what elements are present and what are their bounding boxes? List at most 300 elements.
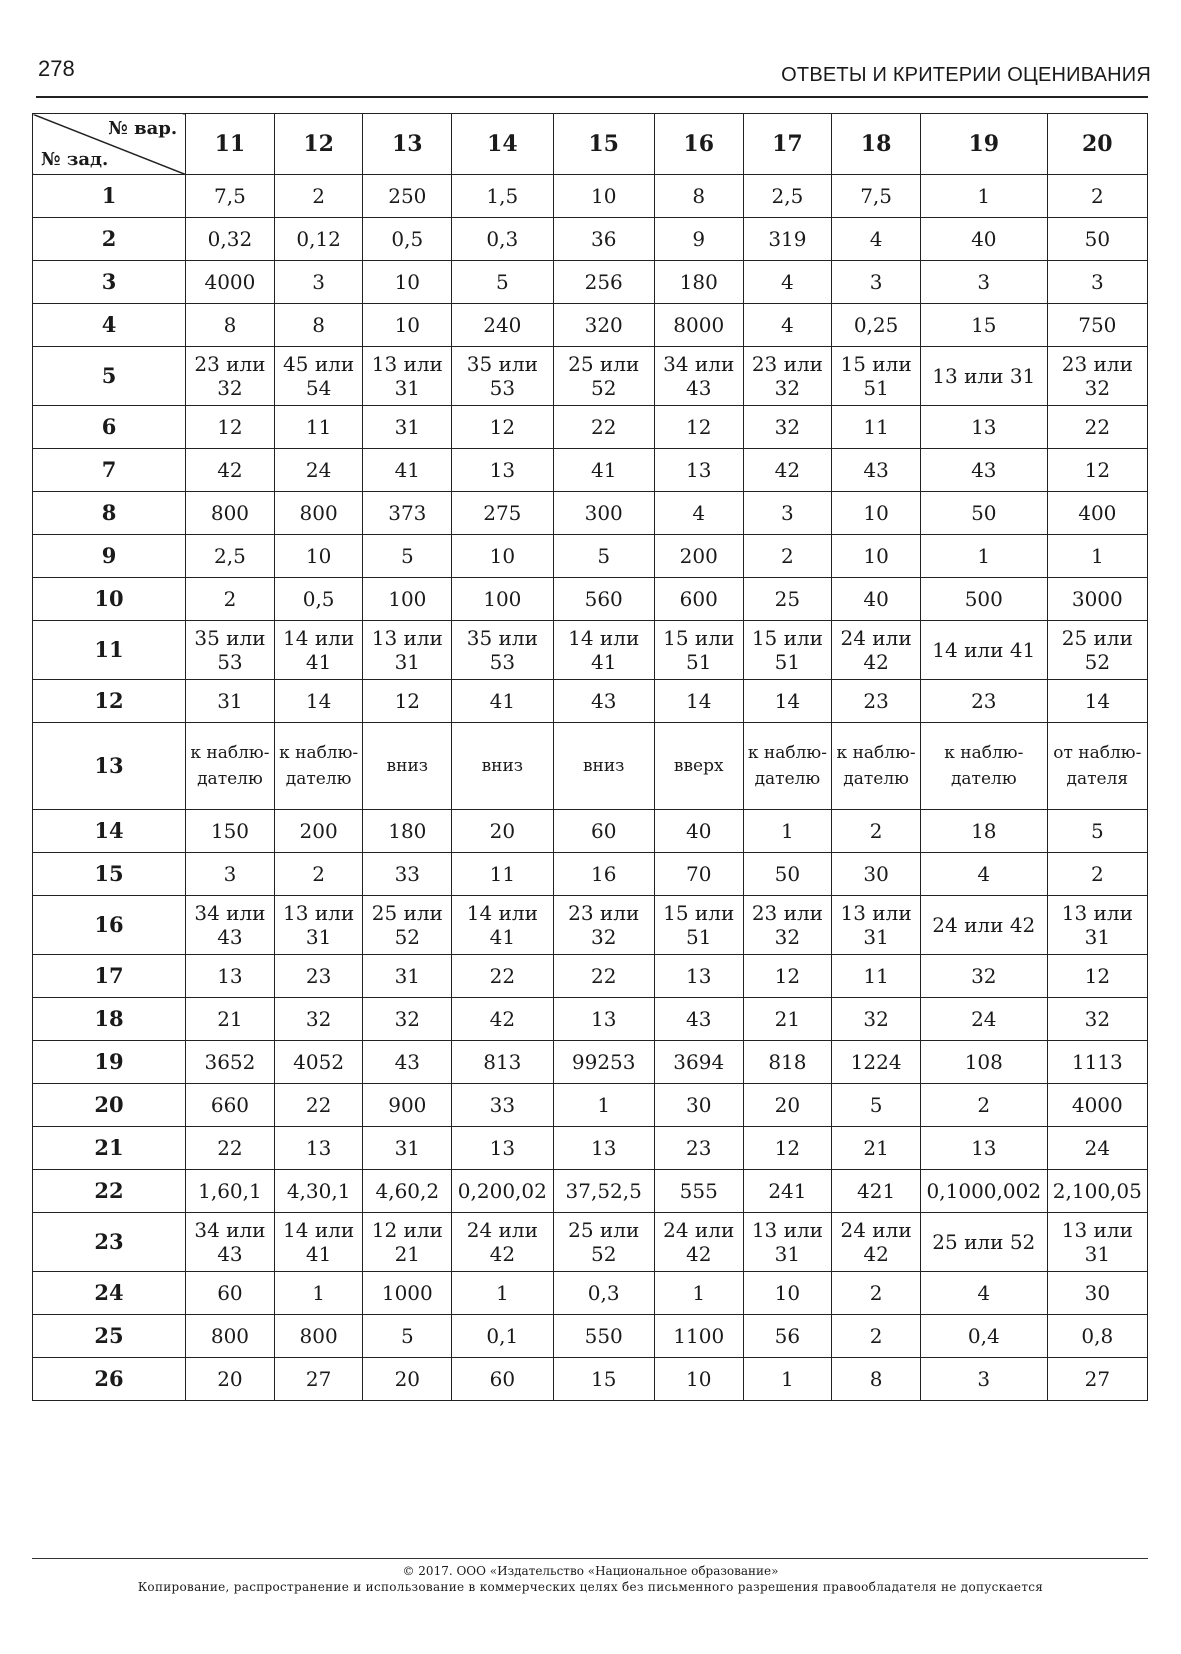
answer-cell: 13 или 31 — [363, 621, 452, 680]
answer-cell: 40 — [832, 578, 921, 621]
answer-cell: 2,5 — [743, 175, 832, 218]
answer-cell: 23 — [654, 1127, 743, 1170]
answer-cell: 24 — [920, 998, 1047, 1041]
answer-cell: 24 или 42 — [920, 896, 1047, 955]
task-number: 4 — [33, 304, 186, 347]
answer-cell: 2,100,05 — [1047, 1170, 1147, 1213]
answer-cell: вниз — [363, 723, 452, 810]
answer-cell: 24 — [1047, 1127, 1147, 1170]
answer-cell: 500 — [920, 578, 1047, 621]
table-row — [33, 955, 1148, 998]
corner-cell — [33, 114, 186, 175]
answer-cell: 0,4 — [920, 1315, 1047, 1358]
answer-cell: 32 — [743, 406, 832, 449]
task-number: 2 — [33, 218, 186, 261]
answer-cell: 43 — [920, 449, 1047, 492]
task-number: 13 — [33, 723, 186, 810]
task-number: 24 — [33, 1272, 186, 1315]
answer-cell: 15 или 51 — [743, 621, 832, 680]
answer-cell: 22 — [186, 1127, 275, 1170]
task-number: 21 — [33, 1127, 186, 1170]
answer-cell: 15 — [553, 1358, 654, 1401]
answer-cell: 0,200,02 — [452, 1170, 553, 1213]
copy-notice: Копирование, распространение и использование в коммерческих целях без письменного разрешения правообладателя не допускается — [137, 1580, 1044, 1594]
answer-cell: 0,1 — [452, 1315, 553, 1358]
answer-cell: 560 — [553, 578, 654, 621]
answer-cell: 23 — [832, 680, 921, 723]
answer-cell: 13 — [920, 406, 1047, 449]
answer-cell: 42 — [186, 449, 275, 492]
answer-cell: 32 — [1047, 998, 1147, 1041]
answer-cell: 4000 — [186, 261, 275, 304]
task-number: 10 — [33, 578, 186, 621]
answer-cell: 32 — [920, 955, 1047, 998]
answer-cell: 1100 — [654, 1315, 743, 1358]
answer-cell: 14 или 41 — [553, 621, 654, 680]
answer-cell: 241 — [743, 1170, 832, 1213]
answer-cell: вниз — [553, 723, 654, 810]
answer-cell: 12 — [363, 680, 452, 723]
answer-cell: 3000 — [1047, 578, 1147, 621]
answer-cell: 813 — [452, 1041, 553, 1084]
answer-cell: 13 или 31 — [1047, 896, 1147, 955]
table-row — [33, 304, 1148, 347]
answer-cell: 23 или 32 — [743, 347, 832, 406]
answer-cell: 31 — [186, 680, 275, 723]
answer-cell: 4000 — [1047, 1084, 1147, 1127]
answer-cell: 13 или 31 — [743, 1213, 832, 1272]
answer-cell: 180 — [363, 810, 452, 853]
table-row — [33, 1041, 1148, 1084]
answer-cell: 24 — [274, 449, 363, 492]
task-number: 1 — [33, 175, 186, 218]
answer-cell: 45 или 54 — [274, 347, 363, 406]
answer-cell: 13 или 31 — [1047, 1213, 1147, 1272]
answer-cell: 32 — [832, 998, 921, 1041]
answer-cell: 23 или 32 — [743, 896, 832, 955]
answer-cell: 13 — [452, 1127, 553, 1170]
answer-cell: 8 — [832, 1358, 921, 1401]
answer-cell: 7,5 — [186, 175, 275, 218]
task-number: 22 — [33, 1170, 186, 1213]
task-number: 20 — [33, 1084, 186, 1127]
variant-header: 18 — [832, 114, 921, 175]
answer-cell: 15 или 51 — [654, 896, 743, 955]
answer-cell: 240 — [452, 304, 553, 347]
answer-cell: 2 — [274, 175, 363, 218]
answer-cell: 373 — [363, 492, 452, 535]
answer-cell: 600 — [654, 578, 743, 621]
answer-cell: 0,32 — [186, 218, 275, 261]
answer-cell: 5 — [363, 1315, 452, 1358]
answer-cell: 25 или 52 — [553, 1213, 654, 1272]
answer-cell: 8 — [186, 304, 275, 347]
answer-cell: 5 — [832, 1084, 921, 1127]
answer-cell: 27 — [274, 1358, 363, 1401]
answer-cell: 13 или 31 — [832, 896, 921, 955]
answer-cell: к наблю-дателю — [274, 723, 363, 810]
answer-cell: 660 — [186, 1084, 275, 1127]
table-row — [33, 492, 1148, 535]
answer-cell: 3 — [920, 261, 1047, 304]
answer-cell: 4 — [743, 304, 832, 347]
answer-cell: 8000 — [654, 304, 743, 347]
answer-cell: 31 — [363, 406, 452, 449]
answer-cell: 10 — [654, 1358, 743, 1401]
answer-cell: 25 или 52 — [1047, 621, 1147, 680]
answer-cell: 70 — [654, 853, 743, 896]
answer-cell: 43 — [363, 1041, 452, 1084]
answer-cell: 24 или 42 — [832, 621, 921, 680]
answer-cell: 60 — [186, 1272, 275, 1315]
answer-cell: 12 или 21 — [363, 1213, 452, 1272]
answer-cell: 33 — [452, 1084, 553, 1127]
answer-cell: 11 — [832, 955, 921, 998]
answer-cell: 10 — [743, 1272, 832, 1315]
table-row — [33, 406, 1148, 449]
answer-cell: 1 — [654, 1272, 743, 1315]
answer-cell: 14 или 41 — [274, 1213, 363, 1272]
answer-cell: 37,52,5 — [553, 1170, 654, 1213]
answer-cell: 56 — [743, 1315, 832, 1358]
table-row — [33, 723, 1148, 810]
answer-cell: 16 — [553, 853, 654, 896]
answer-cell: 12 — [1047, 955, 1147, 998]
answer-cell: 1 — [743, 810, 832, 853]
answer-cell: 1113 — [1047, 1041, 1147, 1084]
header-divider — [36, 96, 1148, 98]
table-row — [33, 175, 1148, 218]
answer-cell: 14 или 41 — [920, 621, 1047, 680]
answer-cell: 12 — [743, 1127, 832, 1170]
answer-cell: 4 — [743, 261, 832, 304]
answer-cell: 40 — [920, 218, 1047, 261]
answer-cell: 15 или 51 — [832, 347, 921, 406]
task-number: 16 — [33, 896, 186, 955]
answer-cell: 800 — [274, 492, 363, 535]
answer-cell: 22 — [553, 955, 654, 998]
answer-cell: 4 — [832, 218, 921, 261]
task-axis-label: № зад. — [41, 149, 109, 170]
task-number: 8 — [33, 492, 186, 535]
answer-cell: 41 — [553, 449, 654, 492]
answer-cell: 10 — [363, 261, 452, 304]
answer-cell: 421 — [832, 1170, 921, 1213]
answer-cell: 0,3 — [553, 1272, 654, 1315]
answer-cell: 4,60,2 — [363, 1170, 452, 1213]
answer-cell: 35 или 53 — [186, 621, 275, 680]
table-row — [33, 1170, 1148, 1213]
answer-cell: 13 — [654, 955, 743, 998]
answer-cell: 818 — [743, 1041, 832, 1084]
running-head: ОТВЕТЫ И КРИТЕРИИ ОЦЕНИВАНИЯ — [781, 64, 1151, 86]
answer-cell: 10 — [274, 535, 363, 578]
answer-cell: 42 — [452, 998, 553, 1041]
answer-cell: 15 — [920, 304, 1047, 347]
answer-cell: 12 — [1047, 449, 1147, 492]
answer-cell: 5 — [452, 261, 553, 304]
footer-divider — [32, 1558, 1148, 1559]
variant-header: 20 — [1047, 114, 1147, 175]
answer-cell: 30 — [832, 853, 921, 896]
table-row — [33, 680, 1148, 723]
answer-cell: 5 — [553, 535, 654, 578]
answer-cell: 25 или 52 — [553, 347, 654, 406]
answer-cell: 2 — [920, 1084, 1047, 1127]
copyright-line: © 2017. ООО «Издательство «Национальное образование» — [402, 1564, 779, 1578]
answer-cell: 31 — [363, 1127, 452, 1170]
answer-cell: 22 — [274, 1084, 363, 1127]
table-row — [33, 896, 1148, 955]
answer-cell: 14 — [743, 680, 832, 723]
task-number: 23 — [33, 1213, 186, 1272]
answer-cell: 50 — [920, 492, 1047, 535]
answer-cell: 31 — [363, 955, 452, 998]
answer-cell: 41 — [363, 449, 452, 492]
answer-cell: 2 — [1047, 175, 1147, 218]
answer-cell: 21 — [186, 998, 275, 1041]
answer-cell: 43 — [832, 449, 921, 492]
answer-cell: 35 или 53 — [452, 347, 553, 406]
answer-cell: 7,5 — [832, 175, 921, 218]
variant-header: 14 — [452, 114, 553, 175]
answer-cell: 13 — [553, 1127, 654, 1170]
answer-cell: 1 — [452, 1272, 553, 1315]
answer-cell: 13 или 31 — [920, 347, 1047, 406]
answer-cell: 34 или 43 — [186, 896, 275, 955]
answer-cell: 24 или 42 — [654, 1213, 743, 1272]
table-row — [33, 853, 1148, 896]
variant-header: 16 — [654, 114, 743, 175]
answer-cell: 32 — [363, 998, 452, 1041]
page-number: 278 — [38, 56, 75, 81]
answer-cell: 20 — [452, 810, 553, 853]
answer-cell: 18 — [920, 810, 1047, 853]
table-row — [33, 998, 1148, 1041]
answer-cell: 1 — [743, 1358, 832, 1401]
answer-cell: 33 — [363, 853, 452, 896]
answers-table — [32, 113, 1148, 1401]
answer-cell: 0,25 — [832, 304, 921, 347]
answer-cell: 25 — [743, 578, 832, 621]
answer-cell: 10 — [832, 492, 921, 535]
table-row — [33, 578, 1148, 621]
task-number: 19 — [33, 1041, 186, 1084]
answer-cell: 13 — [920, 1127, 1047, 1170]
task-number: 5 — [33, 347, 186, 406]
header-row — [33, 114, 1148, 175]
answer-cell: 2 — [832, 810, 921, 853]
table-row — [33, 810, 1148, 853]
answer-cell: 10 — [363, 304, 452, 347]
answer-cell: 15 или 51 — [654, 621, 743, 680]
answer-cell: 555 — [654, 1170, 743, 1213]
answer-cell: 35 или 53 — [452, 621, 553, 680]
table-row — [33, 218, 1148, 261]
answer-cell: 2 — [186, 578, 275, 621]
table-row — [33, 1315, 1148, 1358]
answer-cell: 13 — [186, 955, 275, 998]
answer-cell: 4052 — [274, 1041, 363, 1084]
answer-cell: 319 — [743, 218, 832, 261]
answer-cell: 9 — [654, 218, 743, 261]
answer-cell: 3 — [832, 261, 921, 304]
answer-cell: 24 или 42 — [832, 1213, 921, 1272]
answer-cell: 0,12 — [274, 218, 363, 261]
table-row — [33, 1272, 1148, 1315]
answer-cell: 24 или 42 — [452, 1213, 553, 1272]
task-number: 14 — [33, 810, 186, 853]
task-number: 7 — [33, 449, 186, 492]
answer-cell: 0,3 — [452, 218, 553, 261]
answer-cell: вниз — [452, 723, 553, 810]
task-number: 9 — [33, 535, 186, 578]
answer-cell: 1 — [274, 1272, 363, 1315]
variant-axis-label: № вар. — [108, 118, 178, 139]
answer-cell: 10 — [553, 175, 654, 218]
answer-cell: 8 — [274, 304, 363, 347]
answer-cell: 43 — [654, 998, 743, 1041]
answer-cell: 23 или 32 — [553, 896, 654, 955]
answer-cell: 108 — [920, 1041, 1047, 1084]
answer-cell: 21 — [832, 1127, 921, 1170]
answer-cell: 900 — [363, 1084, 452, 1127]
answer-cell: 36 — [553, 218, 654, 261]
answer-cell: 22 — [1047, 406, 1147, 449]
answer-cell: 8 — [654, 175, 743, 218]
answer-cell: 4 — [654, 492, 743, 535]
answer-cell: 27 — [1047, 1358, 1147, 1401]
answer-cell: 275 — [452, 492, 553, 535]
answer-cell: 1224 — [832, 1041, 921, 1084]
answer-cell: 2 — [832, 1272, 921, 1315]
answer-cell: 200 — [654, 535, 743, 578]
variant-header: 12 — [274, 114, 363, 175]
answer-cell: 150 — [186, 810, 275, 853]
answer-cell: 43 — [553, 680, 654, 723]
table-row — [33, 1213, 1148, 1272]
answer-cell: 4,30,1 — [274, 1170, 363, 1213]
answer-cell: 1 — [920, 175, 1047, 218]
answer-cell: 41 — [452, 680, 553, 723]
answer-cell: 4 — [920, 1272, 1047, 1315]
answer-cell: к наблю-дателю — [743, 723, 832, 810]
answer-cell: 800 — [274, 1315, 363, 1358]
answer-cell: 14 или 41 — [452, 896, 553, 955]
answer-cell: 13 — [452, 449, 553, 492]
task-number: 15 — [33, 853, 186, 896]
answer-cell: 3 — [274, 261, 363, 304]
answer-cell: 14 — [274, 680, 363, 723]
answer-cell: 200 — [274, 810, 363, 853]
variant-header: 15 — [553, 114, 654, 175]
answer-cell: 13 или 31 — [363, 347, 452, 406]
answer-cell: 3694 — [654, 1041, 743, 1084]
table-row — [33, 1084, 1148, 1127]
answer-cell: 2 — [743, 535, 832, 578]
answer-cell: 3 — [186, 853, 275, 896]
answer-cell: 50 — [1047, 218, 1147, 261]
answers-body — [33, 175, 1148, 1401]
answer-cell: 20 — [186, 1358, 275, 1401]
answer-cell: 800 — [186, 492, 275, 535]
answer-cell: 13 — [553, 998, 654, 1041]
table-row — [33, 449, 1148, 492]
answer-cell: 1,60,1 — [186, 1170, 275, 1213]
answer-cell: 180 — [654, 261, 743, 304]
answer-cell: 2 — [274, 853, 363, 896]
answer-cell: 750 — [1047, 304, 1147, 347]
answer-cell: 34 или 43 — [654, 347, 743, 406]
variant-header: 17 — [743, 114, 832, 175]
answer-cell: 25 или 52 — [363, 896, 452, 955]
answer-cell: 3 — [920, 1358, 1047, 1401]
answer-cell: 14 — [1047, 680, 1147, 723]
answer-cell: 25 или 52 — [920, 1213, 1047, 1272]
answer-cell: 13 — [274, 1127, 363, 1170]
answer-cell: 13 или 31 — [274, 896, 363, 955]
answer-cell: 320 — [553, 304, 654, 347]
table-row — [33, 621, 1148, 680]
answer-cell: 23 — [920, 680, 1047, 723]
answer-cell: 10 — [832, 535, 921, 578]
answer-cell: 300 — [553, 492, 654, 535]
answer-cell: к наблю-дателю — [186, 723, 275, 810]
answer-cell: 1,5 — [452, 175, 553, 218]
task-number: 18 — [33, 998, 186, 1041]
answer-cell: 3 — [743, 492, 832, 535]
answer-cell: 23 — [274, 955, 363, 998]
answer-cell: 14 или 41 — [274, 621, 363, 680]
task-number: 26 — [33, 1358, 186, 1401]
answer-cell: 13 — [654, 449, 743, 492]
answer-cell: 12 — [654, 406, 743, 449]
answer-cell: 10 — [452, 535, 553, 578]
answer-cell: 23 или 32 — [1047, 347, 1147, 406]
answer-cell: 5 — [363, 535, 452, 578]
answer-cell: к наблю-дателю — [920, 723, 1047, 810]
answer-cell: 20 — [363, 1358, 452, 1401]
answer-cell: 2,5 — [186, 535, 275, 578]
task-number: 12 — [33, 680, 186, 723]
task-number: 6 — [33, 406, 186, 449]
answer-cell: 250 — [363, 175, 452, 218]
answer-cell: 0,5 — [274, 578, 363, 621]
answer-cell: 40 — [654, 810, 743, 853]
answer-cell: 14 — [654, 680, 743, 723]
answer-cell: 2 — [832, 1315, 921, 1358]
answer-cell: 23 или 32 — [186, 347, 275, 406]
answer-cell: 0,8 — [1047, 1315, 1147, 1358]
answer-cell: 12 — [186, 406, 275, 449]
answer-cell: 0,1000,002 — [920, 1170, 1047, 1213]
answer-cell: 1 — [920, 535, 1047, 578]
answer-cell: 20 — [743, 1084, 832, 1127]
answer-cell: 256 — [553, 261, 654, 304]
table-row — [33, 1358, 1148, 1401]
table-row — [33, 261, 1148, 304]
answer-cell: 60 — [452, 1358, 553, 1401]
answer-cell: к наблю-дателю — [832, 723, 921, 810]
answer-cell: 11 — [452, 853, 553, 896]
answer-cell: 1000 — [363, 1272, 452, 1315]
answer-cell: 42 — [743, 449, 832, 492]
table-row — [33, 347, 1148, 406]
answer-cell: 400 — [1047, 492, 1147, 535]
answer-cell: 0,5 — [363, 218, 452, 261]
answer-cell: 3652 — [186, 1041, 275, 1084]
answer-cell: 12 — [743, 955, 832, 998]
